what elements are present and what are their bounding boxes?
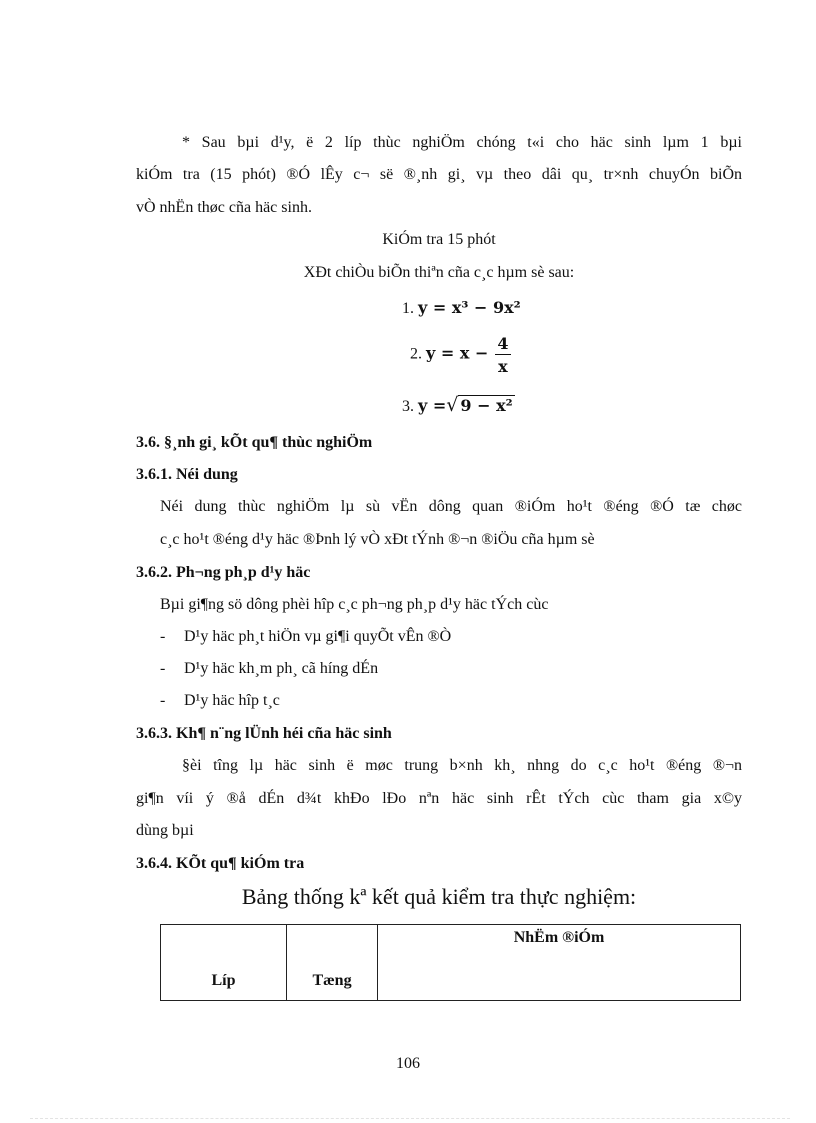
heading-3-6-4: 3.6.4. KÕt qu¶ kiÓm tra [136, 855, 305, 872]
bullet-text-3: D¹y häc hîp t¸c [184, 692, 280, 709]
formula-3-lhs: y = [418, 396, 447, 415]
intro-line-2: kiÓm tra (15 phót) ®Ó lÊy c¬ së ®¸nh gi¸ vµ theo dâi qu¸ tr×nh chuyÓn biÕn [136, 166, 742, 183]
para-3-6-3-line-1: §èi tîng lµ häc sinh ë møc trung b×nh kh¸ nhng do c¸c ho¹t ®éng ®¬n [182, 757, 742, 774]
formula-3-radicand: 9 − x² [460, 396, 513, 415]
formula-2-lhs: y = x − [426, 343, 489, 363]
bullet-text-1: D¹y häc ph¸t hiÖn vµ gi¶i quyÕt vÊn ®Ò [184, 628, 452, 645]
formula-1-expr: y = x³ − 9x² [418, 298, 521, 317]
heading-3-6-2: 3.6.2. Ph¬ng ph¸p d¹y häc [136, 564, 311, 581]
para-3-6-3-line-3: dùng bµi [136, 822, 194, 839]
page-number: 106 [396, 1055, 420, 1072]
header-scores: NhËm ®iÓm [378, 925, 741, 1001]
table-title: Bảng thống kª kết quả kiểm tra thực nghiệm: [241, 884, 637, 909]
formula-3 [402, 394, 515, 416]
bullet-item [160, 660, 766, 678]
formula-2 [410, 334, 511, 376]
bullet-marker: - [160, 628, 166, 645]
formula-2-fraction [495, 334, 510, 376]
bullet-item [160, 692, 766, 710]
heading-3-6: 3.6. §¸nh gi¸ kÕt qu¶ thùc nghiÖm [136, 434, 373, 451]
para-3-6-1-line-2: c¸c ho¹t ®éng d¹y häc ®Þnh lý vÒ xÐt tÝnh ®¬n ®iÖu cña hµm sè [160, 531, 595, 548]
intro-line-1: * Sau bµi d¹y, ë 2 líp thùc nghiÖm chóng t«i cho häc sinh lµm 1 bµi [182, 134, 742, 151]
heading-3-6-1: 3.6.1. Néi dung [136, 466, 238, 483]
sqrt-icon: √ [446, 394, 459, 416]
formula-2-denominator: x [498, 357, 508, 376]
heading-3-6-3: 3.6.3. Kh¶ n¨ng lÜnh héi cña häc sinh [136, 725, 392, 742]
formula-2-label: 2. [410, 345, 422, 363]
header-class: Líp [161, 925, 287, 1001]
formula-3-label: 3. [402, 398, 414, 415]
bullet-marker: - [160, 660, 166, 677]
para-3-6-1-line-1: Néi dung thùc nghiÖm lµ sù vËn dông quan ®iÓm ho¹t ®éng ®Ó tæ chøc [160, 498, 742, 515]
test-title: KiÓm tra 15 phót [382, 231, 496, 248]
results-table [160, 924, 741, 1001]
footer-divider [30, 1118, 790, 1119]
bullet-item [160, 628, 766, 646]
formula-2-numerator: 4 [497, 334, 509, 353]
para-3-6-2: Bµi gi¶ng sö dông phèi hîp c¸c ph¬ng ph¸p d¹y häc tÝch cùc [160, 596, 549, 613]
table-row [161, 925, 741, 1001]
intro-line-3: vÒ nhËn thøc cña häc sinh. [136, 199, 312, 216]
bullet-text-2: D¹y häc kh¸m ph¸ cã híng dÉn [184, 660, 379, 677]
header-total: Tæng [287, 925, 378, 1001]
para-3-6-3-line-2: gi¶n víi ý ®å dÉn d¾t khÐo lÐo nªn häc sinh rÊt tÝch cùc tham gia x©y [136, 790, 742, 807]
bullet-marker: - [160, 692, 166, 709]
test-instruction: XÐt chiÒu biÕn thiªn cña c¸c hµm sè sau: [303, 264, 575, 281]
formula-1-label: 1. [402, 300, 414, 317]
formula-1 [402, 298, 521, 318]
